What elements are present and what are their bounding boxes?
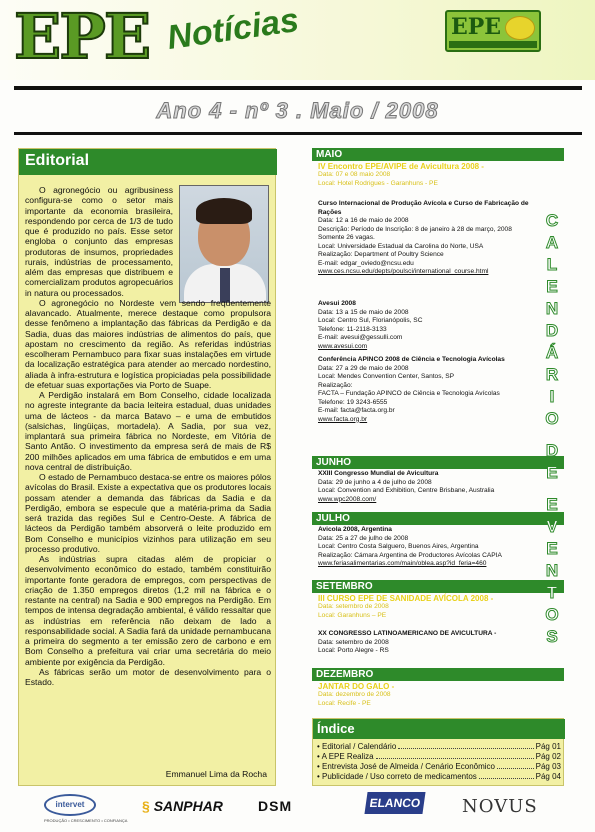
index-item-label: • A EPE Realiza [317,752,374,761]
index-item[interactable] [317,742,561,752]
editorial-paragraph: O agronegócio no Nordeste vem sendo freqüentemente alavancado. Atualmente, merece destaque como propulsora desse fenômeno a implantação das fábricas da Perdigão e da Sadia, duas das maiores indústrias de alimentos do país, que apostam no crescimento da região. As referidas indústrias escolheram Pernambuco para fixar suas instalações em virtude da localização estratégica para atender ao mercado nordestino, aliada à infra-estrutura e logística propiciadas pela possibilidade de efetuar suas exportações via Porto de Suape. [25,297,271,390]
vertical-letter: A [545,233,559,252]
event-date: Data: dezembro de 2008 [318,691,391,698]
editorial-box [18,148,276,786]
event-link[interactable]: www.wpc2008.com/ [318,495,377,503]
vertical-letter: T [546,583,558,602]
month-header-junho: JUNHO [312,456,564,469]
index-item-label: • Publicidade / Uso correto de medicamentos [317,772,477,781]
event-date: Data: 27 a 29 de maio de 2008 [318,364,409,372]
vertical-letter: N [545,561,559,580]
issue-line: Ano 4 - nº 3 . Maio / 2008 [156,98,439,123]
event-date: Data: setembro de 2008 [318,638,389,646]
month-header-setembro: SETEMBRO [312,580,564,593]
index-box [312,718,564,786]
event-link[interactable]: www.avesui.com [318,342,368,350]
event-date: Data: 07 e 08 maio 2008 [318,171,391,178]
event-title: XX CONGRESSO LATINOAMERICANO DE AVICULTURA - [318,630,497,637]
vertical-letter: E [546,495,558,514]
index-item-page: Pág 03 [535,762,561,771]
event-item [318,200,538,277]
index-item-label: • Entrevista José de Almeida / Cenário Econômico [317,762,495,771]
event-item [318,682,538,708]
vertical-letter: D [545,441,559,460]
vertical-letter: Á [545,343,559,362]
vertical-letter: E [546,463,558,482]
sanphar-text: SANPHAR [153,798,223,814]
event-title: III CURSO EPE DE SANIDADE AVÍCOLA 2008 - [318,594,494,603]
index-item-page: Pág 01 [535,742,561,751]
bottom-divider [14,132,582,135]
noticias-title: Notícias [164,0,302,57]
epe-badge-logo [445,10,541,52]
editorial-paragraph: O estado de Pernambuco destaca-se entre os maiores pólos avícolas do Brasil. Existe a expectativa que os produtores locais possam atender a demanda das fábricas da Sadia e da Perdigão, embora se especule que a matéria-prima da Sadia será trazida das regiões Sul e Centro-Oeste. A fábrica de lácteos da Perdigão também absorverá o leite produzido em Bom Conselho e municípios vizinhos para utilização em seu processo produtivo. [25,472,271,554]
event-organizer: Realização: Cámara Argentina de Productores Avícolas CAPIA [318,551,502,559]
calendar-vertical-label [542,210,562,648]
event-phone: Telefone: 11-2118-3133 [318,325,387,333]
event-title: Curso Internacional de Produção Avícola e Curso de Fabricação de Rações [318,200,529,216]
index-item[interactable] [317,772,561,782]
editorial-paragraph: As fábricas serão um motor de desenvolvimento para o Estado. [25,666,271,687]
event-date: Data: 12 a 16 de maio de 2008 [318,217,409,224]
sanphar-logo [142,798,223,814]
event-email: E-mail: facta@facta.org.br [318,407,395,414]
event-location: Local: Centro Costa Salguero, Buenos Aires, Argentina [318,543,479,550]
masthead [0,0,595,80]
index-title: Índice [313,719,565,739]
vertical-letter: O [545,409,559,428]
novus-logo: NOVUS [462,796,538,817]
event-organizer: Realização: Department of Poultry Science [318,251,444,258]
event-email: E-mail: edgar_oviedo@ncsu.edu [318,259,414,267]
editorial-paragraph: A Perdigão instalará em Bom Conselho, cidade localizada no agreste integrante da bacia leiteira estadual, duas unidades uma de lácteos - da marca Batavo – e uma de embutidos (salsichas, lingüiças, mortadela). A Sadia, por sua vez, implantará sua primeira fábrica no Nordeste, em Vitória de Santo Antão. O investimento da empresa será de mais de R$ 200 milhões aplicados em uma fábrica de embutidos e em uma nova central de distribuição. [25,390,271,472]
event-note: Somente 26 vagas. [318,234,375,241]
top-divider [14,86,582,90]
event-item [318,300,538,351]
index-item-label: • Editorial / Calendário [317,742,397,751]
index-item[interactable] [317,762,561,772]
editorial-paragraph: As indústrias supra citadas além de propiciar o desenvolvimento econômico do estado, também constituirão importante fonte geradora de empregos, com perspectivas de criação de 1.350 empregos diretos (1,2 mil na fábrica e o restante na central) na Sadia e 900 empregos na Perdigão. Em tempos de intensa degradação ambiental, é válido ressaltar que as indústrias em referência não deixam de lado a responsabilidade social. A Sadia fará da unidade pernambucana a primeira do segmento a ter emissão zero de carbono e em Bom Conselho a prefeitura vai criar uma secretária do meio ambiente por exigência da Perdigão. [25,554,271,667]
vertical-letter: V [546,517,558,536]
vertical-letter: E [546,277,558,296]
vertical-letter: R [545,365,559,384]
index-item[interactable] [317,752,561,762]
month-header-julho: JULHO [312,512,564,525]
event-title: JANTAR DO GALO - [318,682,395,691]
event-link[interactable]: www.feriasalimentarias.com/main/oblea.asp?id_feria=460 [318,560,487,567]
event-email: E-mail: avesui@gessulli.com [318,334,403,341]
event-location: Local: Centro Sul, Florianópolis, SC [318,317,423,324]
event-title: XXIII Congresso Mundial de Avicultura [318,470,439,477]
event-item [318,162,538,188]
event-location: Local: Hotel Rodrigues - Garanhuns - PE [318,179,438,187]
vertical-letter: N [545,299,559,318]
vertical-gap [542,484,562,494]
event-link[interactable]: www.facta.org.br [318,415,368,423]
event-description: Descrição: Período de Inscrição: 8 de janeiro à 28 de março, 2008 [318,225,512,233]
vertical-letter: L [546,255,558,274]
sanphar-mark-icon: § [142,798,150,814]
index-leader [479,772,534,779]
event-date: Data: setembro de 2008 [318,603,389,610]
month-header-maio: MAIO [312,148,564,161]
event-date: Data: 25 a 27 de julho de 2008 [318,534,409,542]
emblem-icon [505,16,535,40]
vertical-letter: D [545,321,559,340]
event-organizer: FACTA – Fundação APINCO de Ciência e Tecnologia Avícolas [318,390,500,397]
event-item [318,470,538,504]
editorial-body [25,185,271,687]
event-title: Avicola 2008, Argentina [318,526,392,533]
event-title: Conferência APINCO 2008 de Ciência e Tecnologia Avícolas [318,356,505,363]
intervet-logo: intervet [44,794,96,816]
vertical-gap [542,430,562,440]
editorial-signature: Emmanuel Lima da Rocha [165,769,267,779]
event-location: Local: Mendes Convention Center, Santos, SP [318,373,454,380]
index-item-page: Pág 02 [535,752,561,761]
editorial-paragraph: O agronegócio ou agribusiness configura-se como o setor mais importante da economia brasileira, respondendo por cerca de 1/3 de tudo que é produzido no país. Esse setor engloba o conjunto das empresas produtoras de insumos, propriedades rurais, indústrias de processamento, além das empresas que distribuem e comercializam produtos agropecuários in natura ou processados. [25,185,173,298]
vertical-letter: O [545,605,559,624]
event-item [318,356,538,424]
event-phone: Telefone: 19 3243-6555 [318,398,388,406]
badge-bar [449,41,537,48]
event-title: IV Encontro EPE/AVIPE de Avicultura 2008 - [318,162,484,171]
editorial-title: Editorial [19,149,277,175]
sponsor-bar [0,790,595,832]
elanco-logo: ELANCO [364,792,425,814]
dsm-logo: DSM [258,798,293,814]
event-location: Local: Recife - PE [318,699,371,707]
event-item [318,630,538,656]
vertical-letter: C [545,211,559,230]
event-location: Local: Garanhuns – PE [318,611,387,619]
month-header-dezembro: DEZEMBRO [312,668,564,681]
event-location: Local: Universidade Estadual da Carolina do Norte, USA [318,242,484,250]
intervet-tagline: PRODUÇÃO • CRESCIMENTO • CONFIANÇA [44,818,128,823]
vertical-letter: I [549,387,555,406]
event-date: Data: 13 a 15 de maio de 2008 [318,308,409,316]
event-item [318,594,538,620]
epe-logo: EPE [14,0,150,73]
event-link[interactable]: www.ces.ncsu.edu/depts/poulsci/international_course.html [318,268,489,275]
event-title: Avesui 2008 [318,300,356,307]
index-leader [398,742,533,749]
badge-text: EPE [451,14,502,40]
event-organizer-label: Realização: [318,381,353,389]
event-location: Local: Convention and Exhibition, Centre Brisbane, Australia [318,487,495,494]
event-item [318,526,538,569]
vertical-letter: S [546,627,558,646]
index-item-page: Pág 04 [535,772,561,781]
event-date: Data: 29 de junho a 4 de julho de 2008 [318,478,432,486]
index-leader [376,752,534,759]
index-leader [497,762,534,769]
event-location: Local: Porto Alegre - RS [318,647,389,654]
vertical-letter: E [546,539,558,558]
event-calendar [312,148,564,708]
